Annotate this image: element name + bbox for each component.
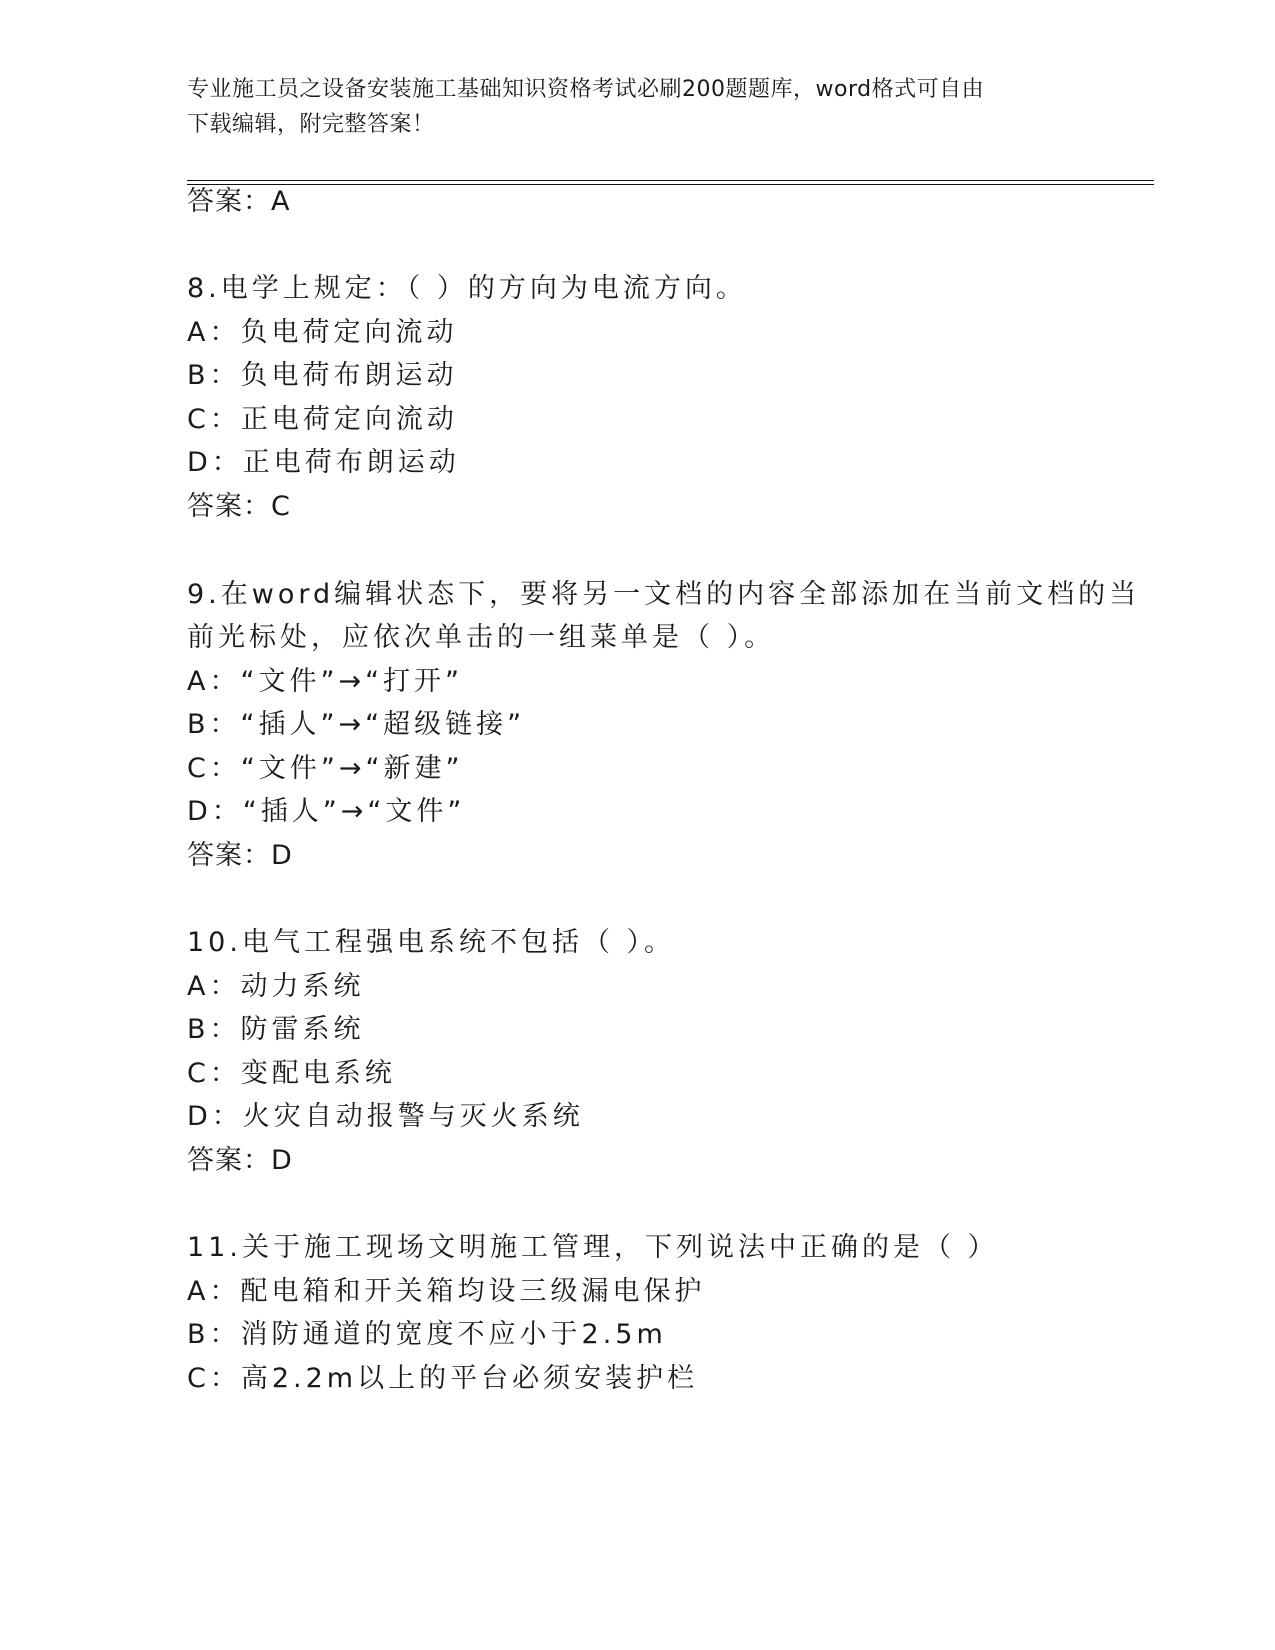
question-10-option-d: D：火灾自动报警与灭火系统 bbox=[187, 1101, 584, 1132]
question-10-option-a: A：动力系统 bbox=[187, 971, 365, 1002]
answer-9: 答案：D bbox=[187, 840, 293, 871]
question-9-option-d: D：“插人”→“文件” bbox=[187, 796, 466, 827]
question-11-option-c: C：高2.2m以上的平台必须安装护栏 bbox=[187, 1363, 699, 1394]
question-10-stem: 10.电气工程强电系统不包括（ ）。 bbox=[187, 927, 676, 958]
question-8-option-c: C：正电荷定向流动 bbox=[187, 404, 458, 435]
question-11-option-b: B：消防通道的宽度不应小于2.5m bbox=[187, 1319, 667, 1350]
header-title-line-1: 专业施工员之设备安装施工基础知识资格考试必刷200题题库，word格式可自由 bbox=[187, 77, 985, 102]
question-11-stem: 11.关于施工现场文明施工管理，下列说法中正确的是（ ） bbox=[187, 1232, 999, 1263]
question-9-option-c: C：“文件”→“新建” bbox=[187, 753, 464, 784]
question-10-option-c: C：变配电系统 bbox=[187, 1058, 396, 1089]
answer-8: 答案：C bbox=[187, 491, 291, 522]
question-9-stem-line-2: 前光标处，应依次单击的一组菜单是（ ）。 bbox=[187, 622, 776, 653]
question-9-option-a: A：“文件”→“打开” bbox=[187, 666, 464, 697]
document-header bbox=[187, 72, 1087, 142]
answer-10: 答案：D bbox=[187, 1145, 293, 1176]
answer-7: 答案：A bbox=[187, 186, 291, 217]
header-divider bbox=[187, 180, 1154, 185]
question-11-option-a: A：配电箱和开关箱均设三级漏电保护 bbox=[187, 1276, 706, 1307]
question-9-option-b: B：“插人”→“超级链接” bbox=[187, 709, 526, 740]
question-8-option-a: A：负电荷定向流动 bbox=[187, 317, 458, 348]
question-8-option-b: B：负电荷布朗运动 bbox=[187, 360, 458, 391]
question-10-option-b: B：防雷系统 bbox=[187, 1014, 365, 1045]
question-9-stem-line-1: 9.在word编辑状态下，要将另一文档的内容全部添加在当前文档的当 bbox=[187, 579, 1141, 610]
question-8-option-d: D：正电荷布朗运动 bbox=[187, 447, 460, 478]
question-8-stem: 8.电学上规定：（ ）的方向为电流方向。 bbox=[187, 273, 747, 304]
header-title-line-2: 下载编辑，附完整答案！ bbox=[187, 112, 435, 137]
